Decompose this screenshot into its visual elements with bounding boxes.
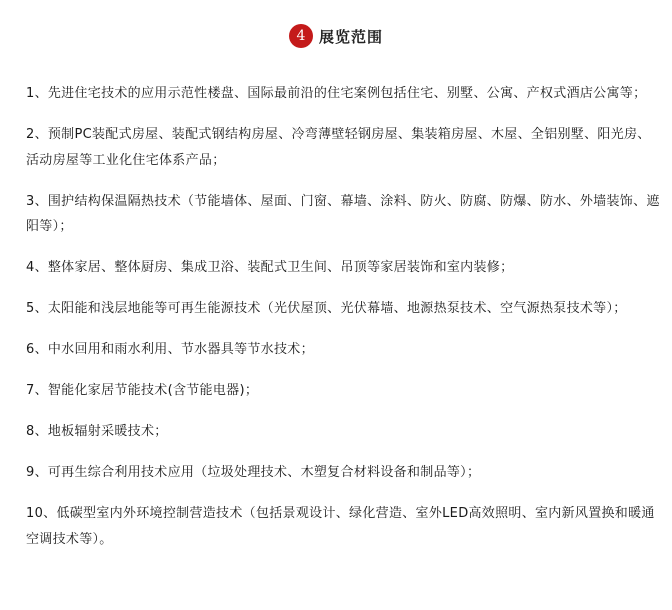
section-heading xyxy=(0,24,672,48)
scope-list xyxy=(26,81,662,568)
section-number-badge: 4 xyxy=(289,24,313,48)
scope-item: 10、低碳型室内外环境控制营造技术（包括景观设计、绿化营造、室外LED高效照明、室内新风置换和暖通空调技术等）。 xyxy=(26,506,655,547)
scope-item: 9、可再生综合利用技术应用（垃圾处理技术、木塑复合材料设备和制品等）； xyxy=(26,465,481,480)
scope-item: 6、中水回用和雨水利用、节水器具等节水技术； xyxy=(26,342,314,357)
scope-item: 7、智能化家居节能技术(含节能电器)； xyxy=(26,383,259,398)
scope-item: 3、围护结构保温隔热技术（节能墙体、屋面、门窗、幕墙、涂料、防火、防腐、防爆、防水、外墙装饰、遮阳等）； xyxy=(26,193,660,234)
scope-item: 2、预制PC装配式房屋、装配式钢结构房屋、冷弯薄壁轻钢房屋、集装箱房屋、木屋、全铝别墅、阳光房、活动房屋等工业化住宅体系产品； xyxy=(26,127,651,168)
scope-item: 1、先进住宅技术的应用示范性楼盘、国际最前沿的住宅案例包括住宅、别墅、公寓、产权式酒店公寓等； xyxy=(26,86,647,101)
scope-item: 4、整体家居、整体厨房、集成卫浴、装配式卫生间、吊顶等家居装饰和室内装修； xyxy=(26,260,514,275)
scope-item: 8、地板辐射采暖技术； xyxy=(26,424,168,439)
section-title: 展览范围 xyxy=(318,27,383,46)
scope-item: 5、太阳能和浅层地能等可再生能源技术（光伏屋顶、光伏幕墙、地源热泵技术、空气源热泵技术等）； xyxy=(26,301,627,316)
